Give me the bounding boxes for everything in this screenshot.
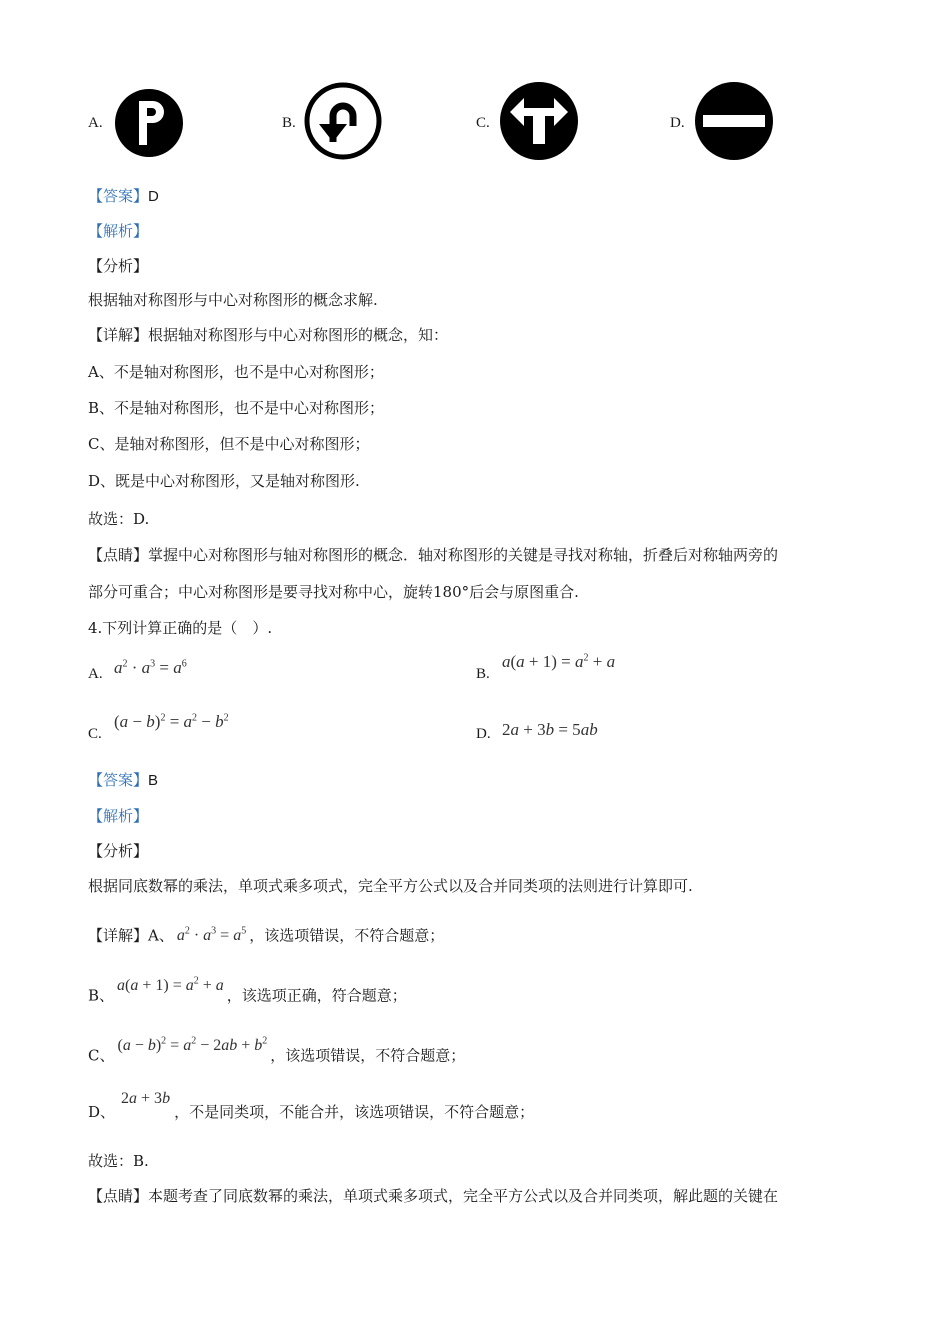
option-c-label: C. (476, 115, 490, 131)
q4-analysis-tag: 【解析】 (88, 807, 149, 825)
q4-detail-a (88, 922, 444, 946)
fenxi-text: 根据轴对称图形与中心对称图形的概念求解. (88, 291, 378, 309)
q4-option-c-label: C. (88, 726, 102, 742)
detail-c-formula: $(a - b)^2 = a^2 - 2ab + b^2$ (117, 1036, 268, 1055)
detail-item-d: D、既是中心对称图形，又是轴对称图形. (88, 472, 360, 490)
no-entry-sign-icon (693, 80, 775, 162)
option-b-label: B. (282, 115, 296, 131)
answer-value: D (148, 188, 159, 205)
parking-sign-icon (113, 87, 185, 159)
q4-option-b-label: B. (476, 666, 490, 682)
q4-option-a-label: A. (88, 666, 103, 682)
q4-answer-line (88, 770, 158, 791)
detail-a-suffix: ，该选项错误，不符合题意； (249, 926, 445, 945)
comment-line-1: 【点睛】掌握中心对称图形与轴对称图形的概念．轴对称图形的关键是寻找对称轴，折叠后对称轴两旁的 (88, 546, 779, 564)
option-d-label: D. (670, 115, 685, 131)
detail-b-formula: $a(a + 1) = a^2 + a$ (117, 976, 224, 995)
q3-answer-line (88, 186, 159, 207)
q4-detail-b (88, 976, 407, 1006)
detail-item-b: B、不是轴对称图形，也不是中心对称图形； (88, 399, 385, 417)
d-prefix: D、 (88, 1103, 116, 1121)
choice-line: 故选：D. (88, 510, 150, 528)
q4-detail-c (88, 1036, 466, 1066)
detail-heading: 【详解】根据轴对称图形与中心对称图形的概念，知： (88, 326, 449, 344)
c-prefix: C、 (88, 1046, 115, 1065)
detail-b-suffix: ，该选项正确，符合题意； (226, 986, 407, 1005)
turn-left-right-sign-icon (498, 80, 580, 162)
answer-tag: 【答案】 (88, 771, 149, 789)
detail-d-formula: 2a + 3b (121, 1090, 171, 1107)
u-turn-sign-icon (304, 82, 382, 160)
answer-value: B (148, 772, 159, 789)
q4-fenxi-text: 根据同底数幂的乘法，单项式乘多项式，完全平方公式以及合并同类项的法则进行计算即可. (88, 877, 693, 895)
b-prefix: B、 (88, 986, 115, 1005)
comment-line-2: 部分可重合；中心对称图形是要寻找对称中心，旋转180°后会与原图重合. (88, 583, 579, 601)
detail-a-formula: $a^2 \cdot a^3 = a^5$ (176, 926, 247, 945)
analysis-tag: 【解析】 (88, 222, 149, 240)
detail-d-suffix: ，不是同类项，不能合并，该选项错误，不符合题意； (174, 1103, 535, 1121)
fenxi-heading: 【分析】 (88, 257, 149, 275)
q4-choice-line: 故选：B. (88, 1152, 149, 1170)
q4-option-b-formula: $a(a + 1) = a^2 + a$ (502, 652, 616, 671)
detail-item-c: C、是轴对称图形，但不是中心对称图形； (88, 435, 370, 453)
q4-option-a-formula: $a^2 \cdot a^3 = a^6$ (114, 658, 187, 677)
option-a-label: A. (88, 115, 103, 131)
detail-c-suffix: ，该选项错误，不符合题意； (270, 1046, 466, 1065)
q4-stem: 4.下列计算正确的是（ ）. (88, 619, 273, 637)
detail-item-a: A、不是轴对称图形，也不是中心对称图形； (88, 363, 384, 381)
q4-detail-d (88, 1090, 535, 1123)
answer-tag: 【答案】 (88, 187, 149, 205)
q4-comment: 【点睛】本题考查了同底数幂的乘法，单项式乘多项式，完全平方公式以及合并同类项，解此题的关键在 (88, 1187, 779, 1205)
q4-option-c-formula: $(a - b)^2 = a^2 - b^2$ (114, 712, 229, 731)
q4-fenxi-heading: 【分析】 (88, 842, 149, 860)
q4-option-d-formula: 2a + 3b = 5ab (502, 720, 598, 739)
q4-option-d-label: D. (476, 726, 491, 742)
detail-prefix: 【详解】A、 (88, 926, 174, 945)
